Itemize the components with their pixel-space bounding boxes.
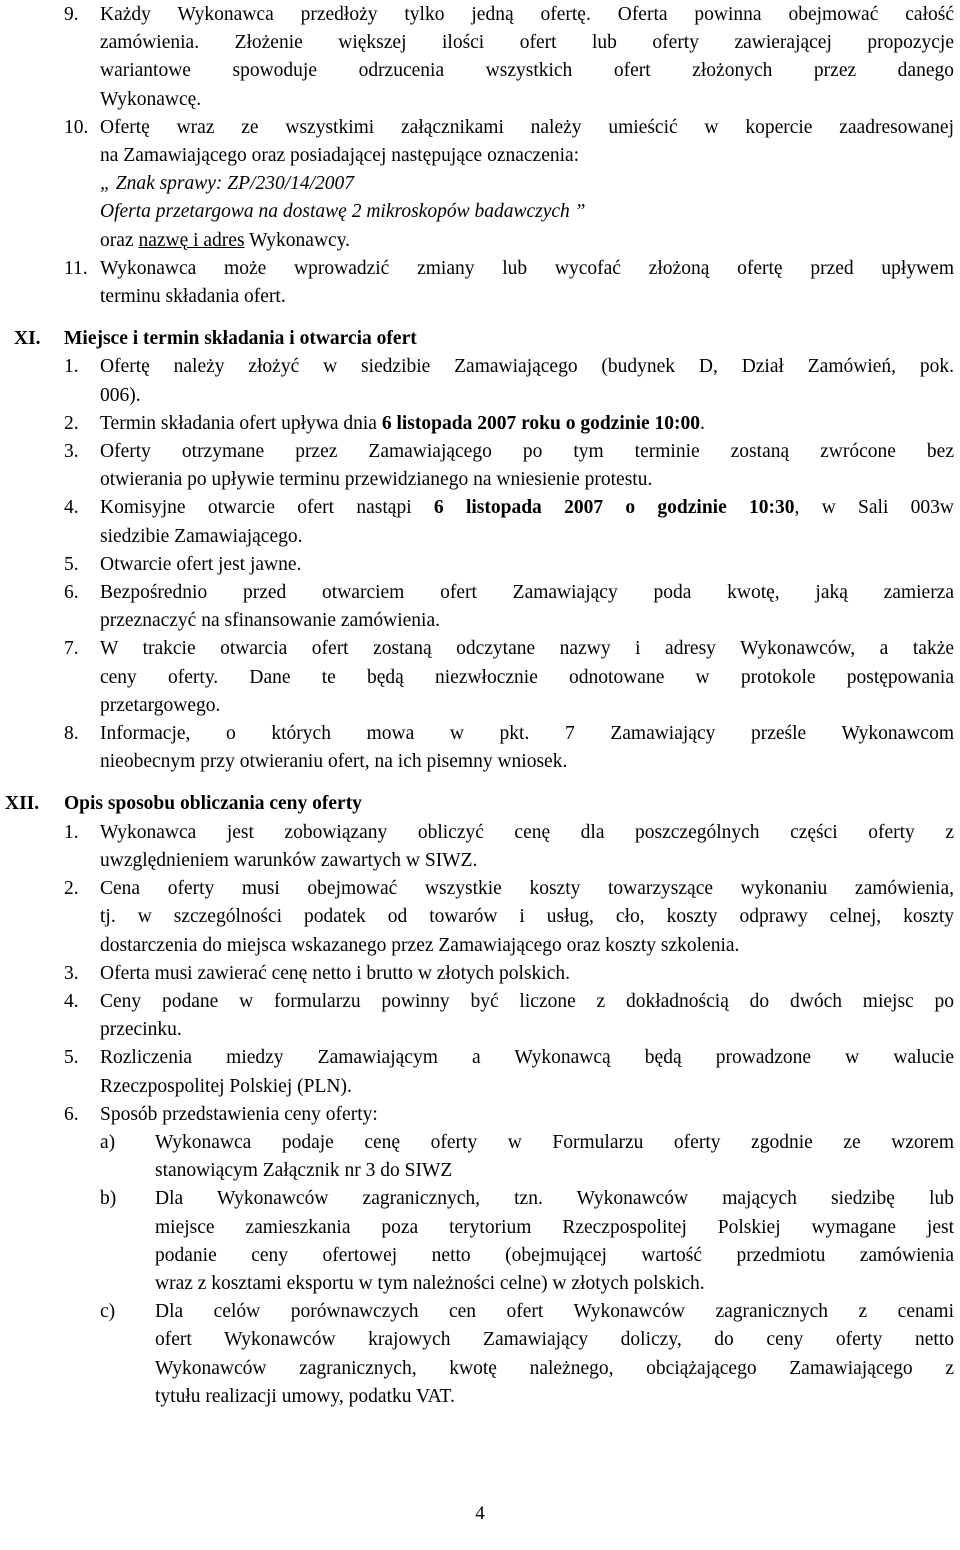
item-number: 10. (64, 116, 89, 138)
text-line: ceny oferty. Dane te będą niezwłocznie odnotowane w protokole postępowania (100, 666, 954, 688)
text-line: Otwarcie ofert jest jawne. (100, 553, 302, 575)
sub-list-item (0, 1129, 954, 1185)
item-number: 7. (64, 638, 79, 660)
list-item (0, 255, 954, 311)
text-line: Ceny podane w formularzu powinny być liczone z dokładnością do dwóch miejsc po (100, 990, 954, 1012)
text-line: Informacje, o których mowa w pkt. 7 Zamawiający prześle Wykonawcom (100, 723, 954, 745)
text-line: Wykonawca jest zobowiązany obliczyć cenę dla poszczególnych części oferty z (100, 821, 954, 843)
text-line: Wykonawca może wprowadzić zmiany lub wycofać złożoną ofertę przed upływem (100, 257, 954, 279)
text-line: wraz z kosztami eksportu w tym należności celne) w złotych polskich. (155, 1272, 705, 1294)
item-number: 2. (64, 878, 79, 900)
item-number: 1. (64, 821, 79, 843)
item-number: 9. (64, 4, 79, 25)
text-line: przecinku. (100, 1019, 182, 1041)
text-line: Bezpośrednio przed otwarciem ofert Zamawiający poda kwotę, jaką zamierza (100, 582, 954, 604)
text-line: Dla celów porównawczych cen ofert Wykonawców zagranicznych z cenami (155, 1301, 954, 1323)
text-line: Oferty otrzymane przez Zamawiającego po tym terminie zostaną zwrócone bez (100, 441, 954, 463)
item-number: 4. (64, 497, 79, 519)
item-number: 6. (64, 582, 79, 604)
text-line (100, 410, 954, 438)
list-item (0, 635, 954, 720)
list-item (0, 551, 954, 579)
text-fragment: . (700, 412, 705, 434)
item-number: 3. (64, 962, 79, 984)
case-number-line: „ Znak sprawy: ZP/230/14/2007 (100, 173, 355, 195)
text-fragment: , w Sali 003w (794, 497, 955, 519)
text-line: Ofertę należy złożyć w siedzibie Zamawiającego (budynek D, Dział Zamówień, pok. (100, 356, 954, 378)
text-line (100, 227, 954, 255)
text-line: otwierania po upływie terminu przewidzianego na wniesienie protestu. (100, 469, 653, 491)
text-line: terminu składania ofert. (100, 286, 286, 308)
underlined-text: nazwę i adres (138, 229, 245, 251)
list-item (0, 438, 954, 494)
opening-time-text: 6 listopada 2007 o godzinie 10:30 (433, 497, 795, 519)
section-title: Miejsce i termin składania i otwarcia ofert (64, 328, 417, 350)
text-line: Rzeczpospolitej Polskiej (PLN). (100, 1075, 352, 1097)
list-item (0, 1, 954, 114)
deadline-text: 6 listopada 2007 roku o godzinie 10:00 (381, 412, 701, 434)
text-line: wariantowe spowoduje odrzucenia wszystkich ofert złożonych przez danego (100, 60, 954, 82)
list-item (0, 114, 954, 255)
text-fragment: Komisyjne otwarcie ofert nastąpi (100, 497, 434, 519)
list-item (0, 353, 954, 409)
text-line: miejsce zamieszkania poza terytorium Rzeczpospolitej Polskiej wymagane jest (155, 1216, 954, 1238)
item-number: 5. (64, 1047, 79, 1069)
text-line: ofert Wykonawców krajowych Zamawiający doliczy, do ceny oferty netto (155, 1329, 954, 1351)
list-item (0, 960, 954, 988)
page-number: 4 (475, 1503, 485, 1524)
text-line: Wykonawca podaje cenę oferty w Formularzu oferty zgodnie ze wzorem (155, 1131, 954, 1153)
offer-label-line: Oferta przetargowa na dostawę 2 mikroskopów badawczych ” (100, 201, 586, 223)
text-line: zamówienia. Złożenie większej ilości ofert lub oferty zawierającej propozycje (100, 32, 954, 54)
text-line: Ofertę wraz ze wszystkimi załącznikami należy umieścić w kopercie zaadresowanej (100, 116, 954, 138)
item-number: 2. (64, 412, 79, 434)
list-item (0, 819, 954, 875)
list-item (0, 579, 954, 635)
list-item (0, 494, 954, 550)
text-line: Oferta musi zawierać cenę netto i brutto w złotych polskich. (100, 962, 570, 984)
text-line: tytułu realizacji umowy, podatku VAT. (155, 1385, 455, 1407)
sub-item-letter: b) (100, 1188, 117, 1210)
sub-list-item (0, 1298, 954, 1411)
text-line: Sposób przedstawienia ceny oferty: (100, 1103, 378, 1125)
text-line: przetargowego. (100, 694, 221, 716)
list-item (0, 988, 954, 1044)
text-line: przeznaczyć na sfinansowanie zamówienia. (100, 610, 440, 632)
list-item (0, 1044, 954, 1100)
text-line: siedzibie Zamawiającego. (100, 525, 303, 547)
sub-item-letter: a) (100, 1131, 116, 1153)
list-item (0, 1101, 954, 1129)
item-number: 8. (64, 723, 79, 745)
list-item (0, 875, 954, 960)
text-line: Każdy Wykonawca przedłoży tylko jedną ofertę. Oferta powinna obejmować całość (100, 4, 954, 25)
text-line: uwzględnieniem warunków zawartych w SIWZ. (100, 849, 478, 871)
text-line: na Zamawiającego oraz posiadającej następujące oznaczenia: (100, 145, 580, 167)
text-line: nieobecnym przy otwieraniu ofert, na ich pisemny wniosek. (100, 751, 568, 773)
text-line (100, 494, 954, 522)
text-line: 006). (100, 384, 141, 406)
text-line: Rozliczenia miedzy Zamawiającym a Wykonawcą będą prowadzone w walucie (100, 1047, 954, 1069)
item-number: 11. (64, 257, 88, 279)
text-line: dostarczenia do miejsca wskazanego przez Zamawiającego oraz koszty szkolenia. (100, 934, 740, 956)
text-fragment: oraz (100, 229, 139, 251)
sub-item-letter: c) (100, 1301, 116, 1323)
item-number: 4. (64, 990, 79, 1012)
text-line: Wykonawców zagranicznych, kwotę należnego, obciążającego Zamawiającego z (155, 1357, 954, 1379)
item-number: 3. (64, 441, 79, 463)
item-number: 5. (64, 553, 79, 575)
text-line: stanowiącym Załącznik nr 3 do SIWZ (155, 1160, 453, 1182)
section-heading-xi (0, 325, 954, 353)
section-number: XII. (5, 793, 40, 815)
item-number: 6. (64, 1103, 79, 1125)
text-fragment: Wykonawcy. (244, 229, 351, 251)
sub-list-item (0, 1185, 954, 1298)
text-line: podanie ceny ofertowej netto (obejmującej wartość przedmiotu zamówienia (155, 1244, 954, 1266)
text-line: W trakcie otwarcia ofert zostaną odczytane nazwy i adresy Wykonawców, a także (100, 638, 954, 660)
text-line: Dla Wykonawców zagranicznych, tzn. Wykonawców mających siedzibę lub (155, 1188, 954, 1210)
text-line: Wykonawcę. (100, 88, 202, 110)
section-heading-xii (0, 790, 954, 818)
text-line: tj. w szczególności podatek od towarów i usług, cło, koszty odprawy celnej, koszty (100, 906, 954, 928)
text-fragment: Termin składania ofert upływa dnia (100, 412, 382, 434)
list-item (0, 720, 954, 776)
item-number: 1. (64, 356, 79, 378)
list-item (0, 410, 954, 438)
text-line: Cena oferty musi obejmować wszystkie koszty towarzyszące wykonaniu zamówienia, (100, 878, 954, 900)
section-number: XI. (14, 328, 41, 350)
section-title: Opis sposobu obliczania ceny oferty (64, 793, 362, 815)
